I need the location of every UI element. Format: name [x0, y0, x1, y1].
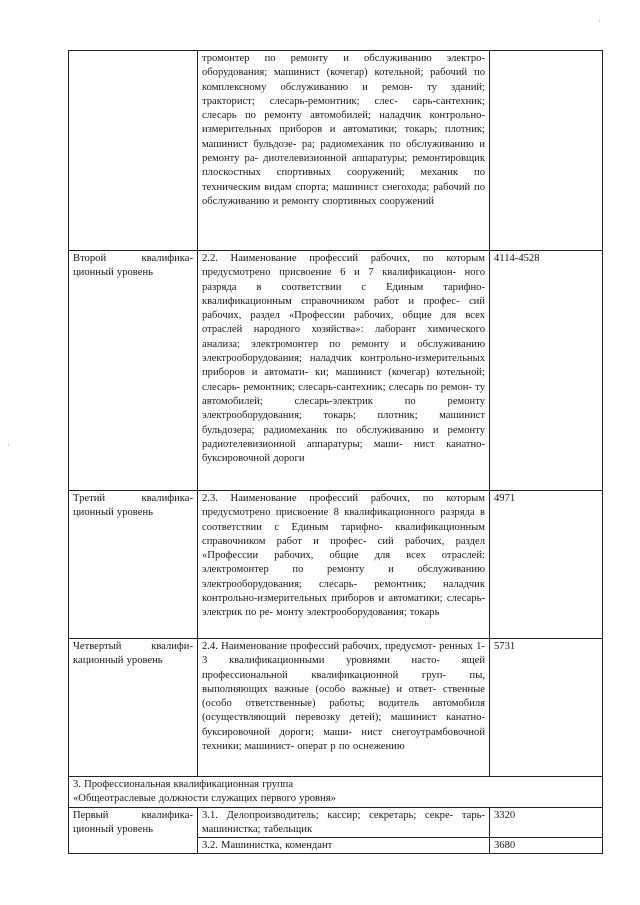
table-row [69, 251, 603, 491]
salary-cell [490, 51, 603, 251]
level-cell: Второй квалифика- ционный уровень [69, 251, 198, 491]
level-cell [69, 51, 198, 251]
salary-cell: 4971 [490, 491, 603, 639]
description-cell: 2.4. Наименование профессий рабочих, предусмот- ренных 1-3 квалификационными уровнями насто- ящей профессиональной квалификационной груп- пы, выполняющих важные (особо важные) и ответ- ственные (особо ответственные) работы; водитель автомобиля (осуществляющий перевозку детей); машинист канатно-буксировочной дороги; маши- нист снегоутрамбовочной техники; машинист- операт р по оснежению [198, 639, 490, 777]
salary-cell: 5731 [490, 639, 603, 777]
level-cell: Четвертый квалифи- кационный уровень [69, 639, 198, 777]
group-title-line: «Общеотраслевые должности служащих первого уровня» [73, 793, 336, 805]
description-cell: 3.2. Машинистка, комендант [198, 838, 490, 854]
scan-speck: · [7, 440, 10, 450]
salary-cell: 4114-4528 [490, 251, 603, 491]
level-cell: Первый квалифика- ционный уровень [69, 807, 198, 854]
table-row [69, 807, 603, 838]
salary-table [68, 50, 603, 854]
salary-cell: 3680 [490, 838, 603, 854]
table-row [69, 639, 603, 777]
description-cell: 2.3. Наименование профессий рабочих, по которым предусмотрено присвоение 8 квалификационного разряда в соответствии с Единым тарифно- квалификационным справочником работ и профес- сий рабочих, раздел «Профессии рабочих, общие для всех отраслей: электромонтер по ремонту и обслуживанию электрооборудования; слесарь- ремонтник; наладчик контрольно-измерительных приборов и автоматики; слесарь-электрик по ре- монту электрооборудования; токарь [198, 491, 490, 639]
level-cell: Третий квалифика- ционный уровень [69, 491, 198, 639]
table-row [69, 51, 603, 251]
group-title [69, 777, 603, 808]
salary-cell: 3320 [490, 807, 603, 838]
group-header-row [69, 777, 603, 808]
description-cell: тромонтер по ремонту и обслуживанию электро- оборудования; машинист (кочегар) котельной; рабочий по комплексному обслуживанию и ремон- ту зданий; тракторист; слесарь-ремонтник; слес- сарь-сантехник; слесарь по ремонту автомобилей; наладчик контрольно-измерительных приборов и автоматики; токарь; плотник; машинист бульдозе- ра; радиомеханик по обслуживанию и ремонту ра- диотелевизионной аппаратуры; ремонтировщик плоскостных спортивных сооружений; механик по техническим видам спорта; машинист снегохода; рабочий по обслуживанию и ремонту спортивных сооружений [198, 51, 490, 251]
scan-speck: · [598, 16, 601, 26]
group-title-line: 3. Профессиональная квалификационная группа [73, 779, 294, 790]
table-row [69, 491, 603, 639]
description-cell: 2.2. Наименование профессий рабочих, по которым предусмотрено присвоение 6 и 7 квалификацион- ного разряда в соответствии с Единым тарифно- квалификационным справочником работ и профес- сий рабочих, раздел «Профессии рабочих, общие для всех отраслей народного хозяйства»: лаборант химического анализа; электромонтер по ремонту и обслуживанию электрооборудования; наладчик контрольно-измерительных приборов и автомати- ки; машинист (кочегар) котельной; слесарь- ремонтник; слесарь-сантехник; слесарь по ремон- ту автомобилей; слесарь-электрик по ремонту электрооборудования; токарь; плотник; машинист бульдозера; радиомеханик по обслуживанию и ремонту радиотелевизионной аппаратуры; маши- нист канатно-буксировочной дороги [198, 251, 490, 491]
description-cell: 3.1. Делопроизводитель; кассир; секретарь; секре- тарь-машинистка; табельщик [198, 807, 490, 838]
